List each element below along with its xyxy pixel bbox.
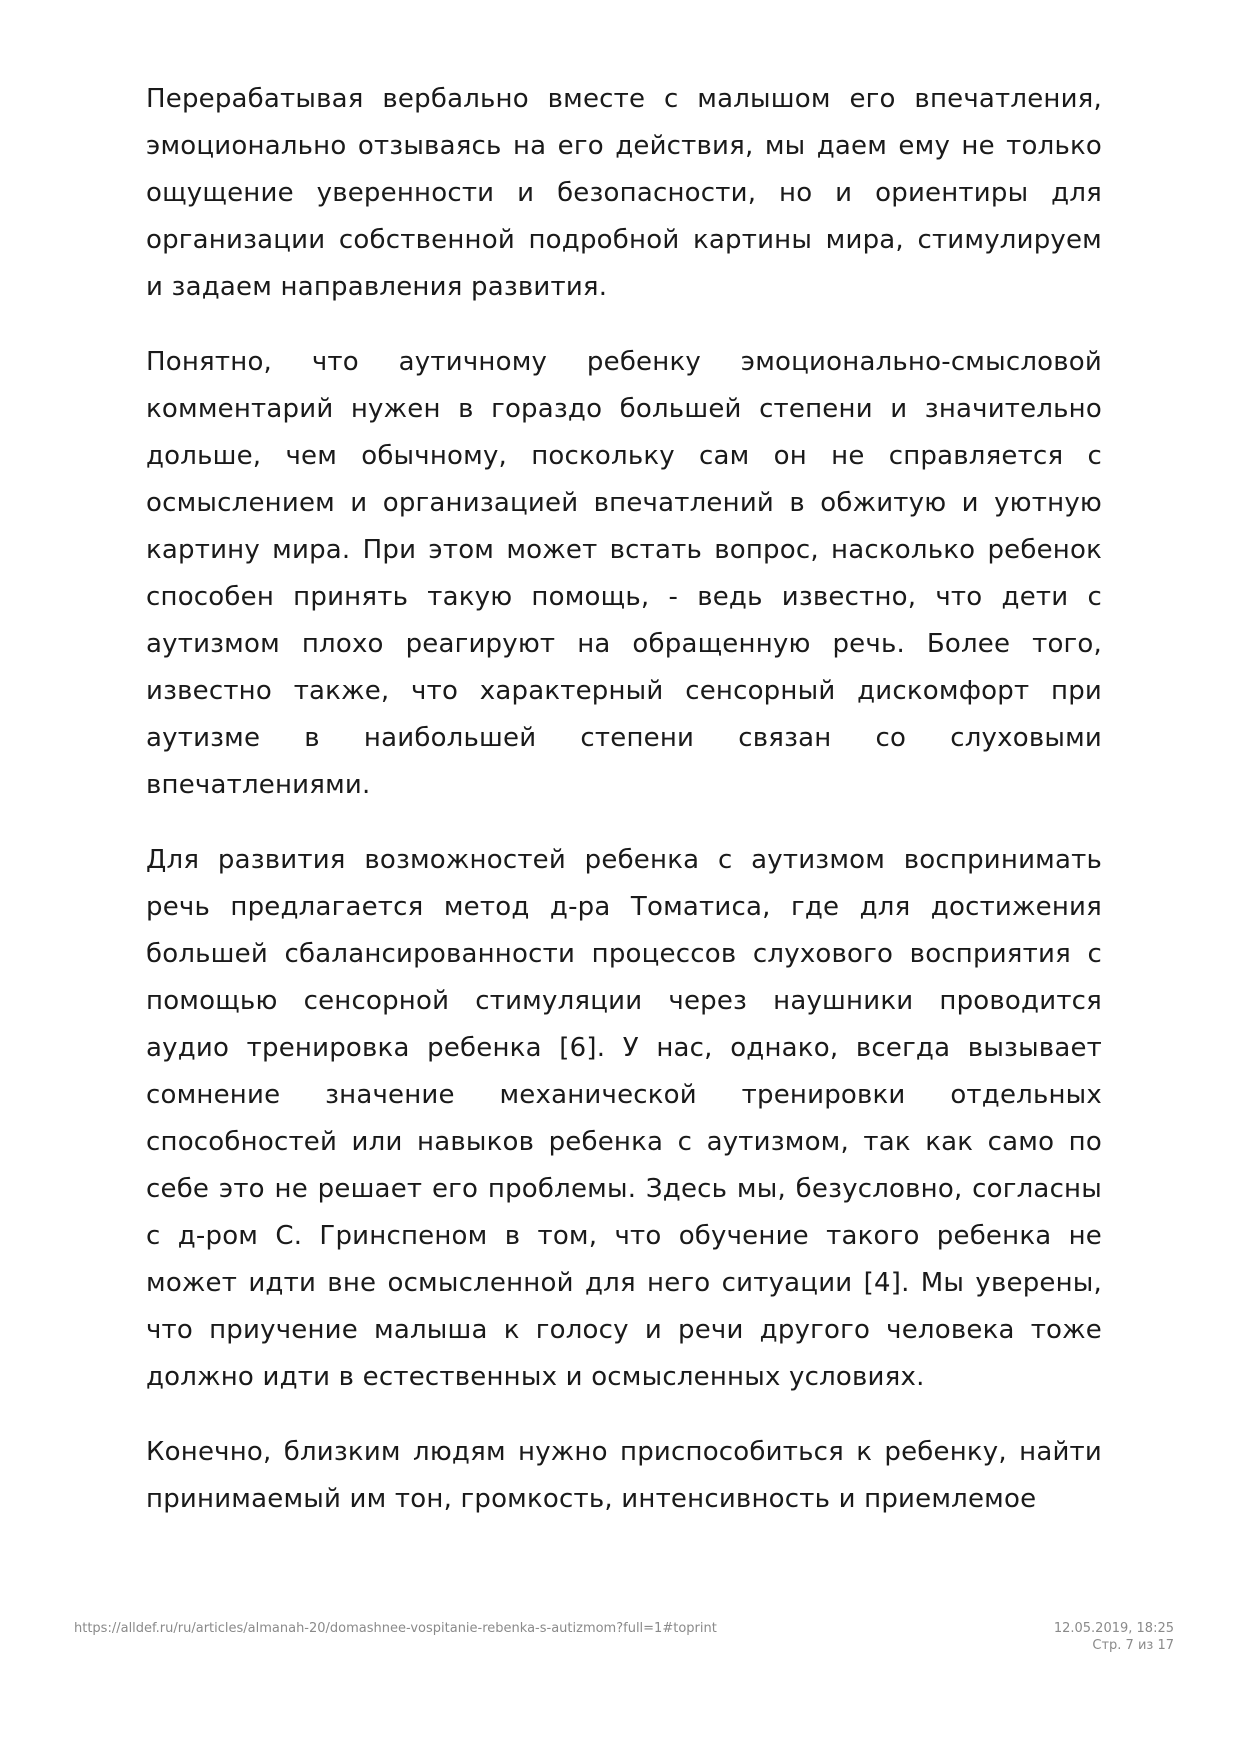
footer-page-info: Стр. 7 из 17 [1092, 1638, 1174, 1653]
paragraph-4: Конечно, близким людям нужно приспособиться к ребенку, найти принимаемый им тон, громкость, интенсивность и приемлемое [146, 1437, 1102, 1514]
paragraph-1: Перерабатывая вербально вместе с малышом его впечатления, эмоционально отзываясь на его действия, мы даем ему не только ощущение уверенности и безопасности, но и ориентиры для организации собственной подробной картины мира, стимулируем и задаем направления развития. [146, 84, 1102, 302]
paragraph-2: Понятно, что аутичному ребенку эмоционально-смысловой комментарий нужен в гораздо большей степени и значительно дольше, чем обычному, поскольку сам он не справляется с осмыслением и организацией впечатлений в обжитую и уютную картину мира. При этом может встать вопрос, насколько ребенок способен принять такую помощь, - ведь известно, что дети с аутизмом плохо реагируют на обращенную речь. Более того, известно также, что характерный сенсорный дискомфорт при аутизме в наибольшей степени связан со слуховыми впечатлениями. [146, 347, 1102, 800]
document-body [146, 76, 1102, 1551]
footer-url: https://alldef.ru/ru/articles/almanah-20/domashnee-vospitanie-rebenka-s-autizmom?full=1#toprint [74, 1621, 717, 1636]
footer-meta [1054, 1620, 1174, 1654]
footer-datetime: 12.05.2019, 18:25 [1053, 1621, 1174, 1636]
paragraph-3: Для развития возможностей ребенка с аутизмом воспринимать речь предлагается метод д-ра Томатиса, где для достижения большей сбалансированности процессов слухового восприятия с помощью сенсорной стимуляции через наушники проводится аудио тренировка ребенка [6]. У нас, однако, всегда вызывает сомнение значение механической тренировки отдельных способностей или навыков ребенка с аутизмом, так как само по себе это не решает его проблемы. Здесь мы, безусловно, согласны с д-ром С. Гринспеном в том, что обучение такого ребенка не может идти вне осмысленной для него ситуации [4]. Мы уверены, что приучение малыша к голосу и речи другого человека тоже должно идти в естественных и осмысленных условиях. [146, 845, 1102, 1392]
